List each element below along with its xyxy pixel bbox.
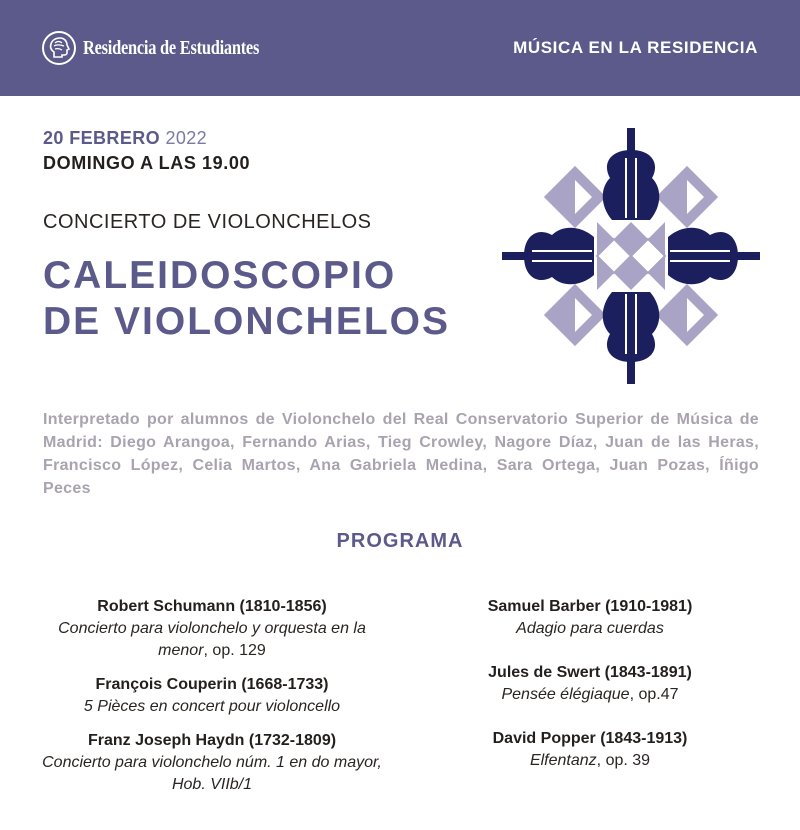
concert-subtitle: CONCIERTO DE VIOLONCHELOS	[43, 211, 372, 233]
composer-name: François Couperin (1668-1733)	[95, 676, 329, 693]
composer-name: Samuel Barber (1910-1981)	[487, 598, 693, 615]
center-star	[597, 222, 665, 290]
concert-title-line1: CALEIDOSCOPIO	[43, 254, 397, 297]
composer-name: David Popper (1843-1913)	[492, 730, 688, 747]
program-item	[42, 730, 382, 796]
work-title-italic: Adagio para cuerdas	[516, 620, 664, 637]
work-title-italic: Pensée élégiaque	[501, 686, 630, 703]
programa-heading: PROGRAMA	[336, 530, 464, 552]
work-title	[42, 618, 382, 662]
concert-title-line2: DE VIOLONCHELOS	[43, 300, 451, 343]
program-item	[440, 596, 740, 640]
work-opus: , op. 39	[596, 752, 651, 769]
work-title-italic: Concierto para violonchelo y orquesta en la menor	[58, 620, 366, 659]
program-column-left	[42, 596, 382, 808]
performers-text: Interpretado por alumnos de Violonchelo del Real Conservatorio Superior de Música de Madrid: Diego Arangoa, Fernando Arias, Tieg Crowley, Nagore Díaz, Juan de las Heras, Francisco López, Celia Martos, Ana Gabriela Medina, Sara Ortega, Juan Pozas, Íñigo Peces	[43, 411, 759, 497]
kaleidoscope-cello-emblem	[502, 128, 760, 384]
event-date-year: 2022	[165, 128, 208, 148]
program-item	[440, 662, 740, 706]
work-title	[440, 618, 740, 640]
program-column-right	[440, 596, 740, 794]
work-title	[42, 696, 382, 718]
event-time: DOMINGO A LAS 19.00	[43, 153, 251, 173]
program-item	[42, 596, 382, 662]
logo-text: Residencia de Estudiantes	[83, 36, 260, 59]
header-bar	[0, 0, 800, 96]
work-title	[42, 752, 382, 796]
event-date-day: 20 FEBRERO	[43, 128, 161, 148]
composer-name: Jules de Swert (1843-1891)	[488, 664, 692, 681]
work-title-italic: 5 Pièces en concert pour violoncello	[83, 698, 341, 715]
work-title-italic: Concierto para violonchelo núm. 1 en do mayor, Hob. VIIb/1	[42, 754, 382, 793]
concert-title	[43, 253, 450, 345]
head-profile-icon	[42, 31, 76, 65]
composer-name: Robert Schumann (1810-1856)	[97, 598, 327, 615]
series-title: MÚSICA EN LA RESIDENCIA	[513, 38, 758, 57]
work-opus: , op. 129	[203, 642, 266, 659]
program-item	[440, 728, 740, 772]
event-date	[43, 128, 207, 149]
composer-name: Franz Joseph Haydn (1732-1809)	[87, 732, 337, 749]
work-opus: , op.47	[629, 686, 679, 703]
residencia-logo[interactable]	[42, 31, 298, 65]
work-title	[440, 684, 740, 706]
work-title-italic: Elfentanz	[529, 752, 597, 769]
work-title	[440, 750, 740, 772]
program-item	[42, 674, 382, 718]
